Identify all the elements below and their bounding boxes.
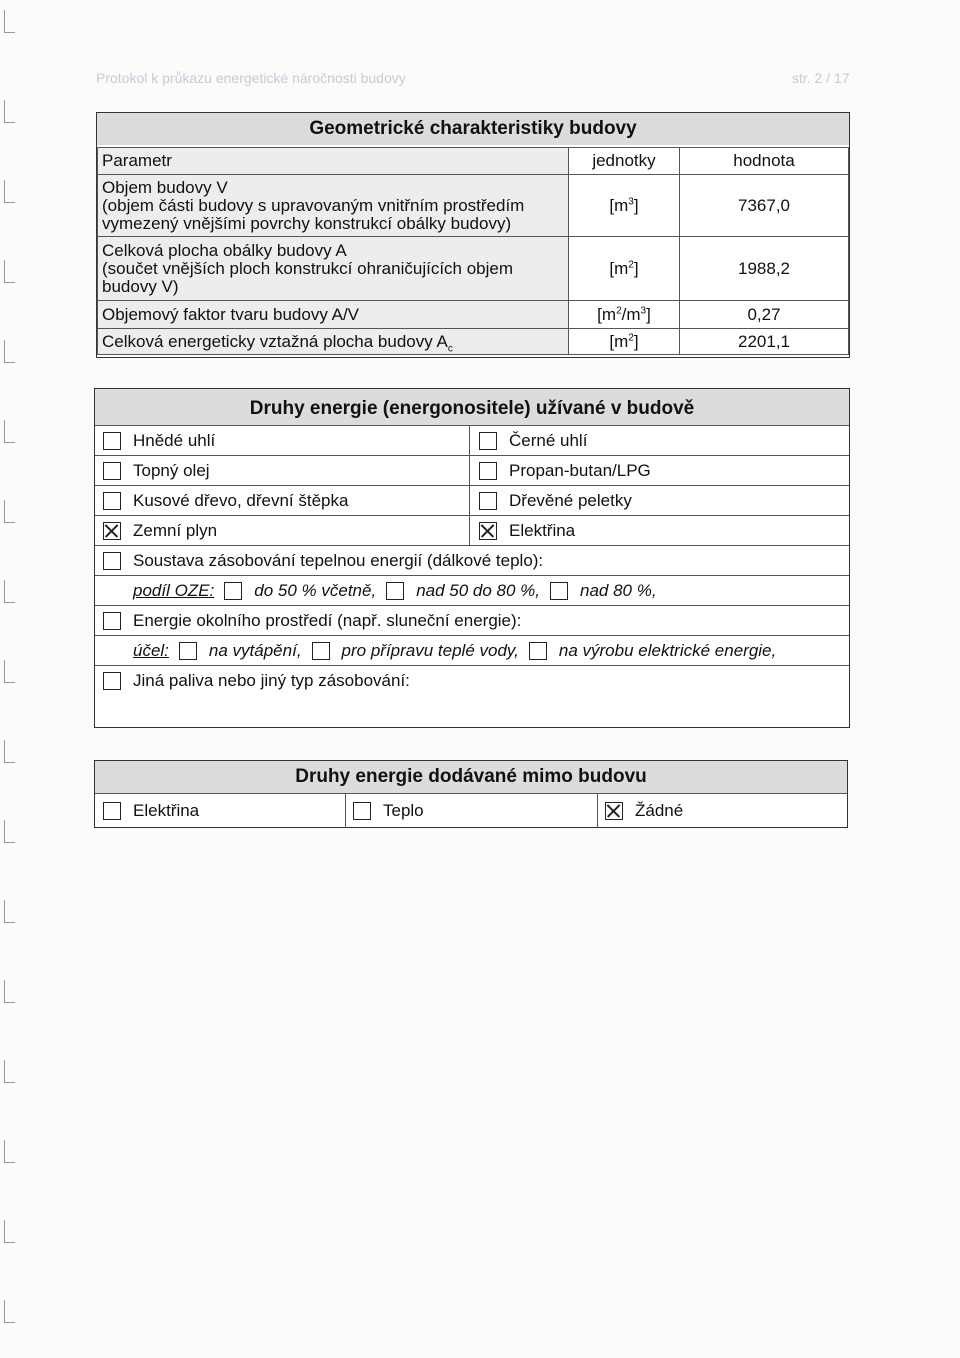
checkbox[interactable] xyxy=(312,642,330,660)
zemni-plyn-option: Zemní plyn xyxy=(103,516,217,546)
page-header-title: Protokol k průkazu energetické náročnosti budovy xyxy=(96,70,406,86)
supplied-elektrina-option: Elektřina xyxy=(103,794,199,828)
kusove-drevo-option: Kusové dřevo, dřevní štěpka xyxy=(103,486,348,516)
binder-mark xyxy=(4,180,15,203)
ambient-energy-option: Energie okolního prostředí (např. sluneční energie): xyxy=(103,606,521,636)
checkbox[interactable] xyxy=(386,582,404,600)
checkbox-checked[interactable] xyxy=(479,522,497,540)
checkbox[interactable] xyxy=(103,552,121,570)
checkbox[interactable] xyxy=(479,432,497,450)
checkbox[interactable] xyxy=(550,582,568,600)
hnede-uhli-option: Hnědé uhlí xyxy=(103,426,215,456)
purpose-options: účel: na vytápění, pro přípravu teplé vody, na výrobu elektrické energie, xyxy=(133,641,777,660)
param-note: (součet vnějších ploch konstrukcí ohraničujících objem budovy V) xyxy=(102,258,514,296)
geometry-title: Geometrické charakteristiky budovy xyxy=(97,113,849,145)
checkbox[interactable] xyxy=(529,642,547,660)
propan-butan-option: Propan-butan/LPG xyxy=(479,456,651,486)
param-cell: Celková energeticky vztažná plocha budovy $A_c$ xyxy=(98,329,569,355)
col-param-header: Parametr xyxy=(98,148,569,175)
checkbox[interactable] xyxy=(224,582,242,600)
drevene-peletky-option: Dřevěné peletky xyxy=(479,486,632,516)
energy-supplied-section xyxy=(94,760,848,828)
unit-cell: $[m^2]$ xyxy=(569,329,680,355)
table-row xyxy=(98,301,849,329)
binder-mark xyxy=(4,1140,15,1163)
binder-mark xyxy=(4,1060,15,1083)
energy-row xyxy=(95,545,849,576)
checkbox[interactable] xyxy=(479,462,497,480)
checkbox[interactable] xyxy=(103,462,121,480)
district-heat-option: Soustava zásobování tepelnou energií (dálkové teplo): xyxy=(103,546,543,576)
page-number: str. 2 / 17 xyxy=(792,70,850,86)
value-cell: 1988,2 xyxy=(680,237,849,301)
binder-mark xyxy=(4,340,15,363)
unit-cell: $[m^2]$ xyxy=(569,237,680,301)
checkbox[interactable] xyxy=(179,642,197,660)
binder-mark xyxy=(4,10,15,33)
binder-mark xyxy=(4,580,15,603)
binder-mark xyxy=(4,820,15,843)
binder-mark xyxy=(4,660,15,683)
binder-mark xyxy=(4,260,15,283)
col-units-header: jednotky xyxy=(569,148,680,175)
unit-cell: $[m^3]$ xyxy=(569,175,680,237)
checkbox[interactable] xyxy=(103,612,121,630)
energy-used-title: Druhy energie (energonositele) užívané v budově xyxy=(95,389,849,425)
table-row xyxy=(98,329,849,355)
unit-cell: $[m^2/m^3]$ xyxy=(569,301,680,329)
param-note: (objem části budovy s upravovaným vnitřním prostředím vymezený vnějšími povrchy konstrukcí obálky budovy) xyxy=(102,195,525,233)
energy-supplied-title: Druhy energie dodávané mimo budovu xyxy=(95,761,847,793)
value-cell: 2201,1 xyxy=(680,329,849,355)
energy-row xyxy=(95,635,849,666)
param-label: Celková plocha obálky budovy A xyxy=(102,240,347,260)
energy-row xyxy=(95,665,849,696)
checkbox-checked[interactable] xyxy=(605,802,623,820)
binder-mark xyxy=(4,500,15,523)
binder-mark xyxy=(4,980,15,1003)
param-label: Objem budovy V xyxy=(102,177,228,197)
energy-supplied-row xyxy=(95,793,847,828)
binder-mark xyxy=(4,740,15,763)
supplied-zadne-option: Žádné xyxy=(605,794,683,828)
geometry-section xyxy=(96,112,850,358)
energy-used-section xyxy=(94,388,850,728)
energy-row xyxy=(95,485,849,516)
checkbox[interactable] xyxy=(353,802,371,820)
table-row xyxy=(98,175,849,237)
table-row xyxy=(98,237,849,301)
binder-mark xyxy=(4,900,15,923)
checkbox[interactable] xyxy=(103,672,121,690)
checkbox-checked[interactable] xyxy=(103,522,121,540)
checkbox[interactable] xyxy=(479,492,497,510)
energy-row xyxy=(95,515,849,546)
oze-share-options: podíl OZE: do 50 % včetně, nad 50 do 80 %, nad 80 %, xyxy=(133,581,657,600)
binder-mark xyxy=(4,1300,15,1323)
value-cell: 0,27 xyxy=(680,301,849,329)
cerne-uhli-option: Černé uhlí xyxy=(479,426,587,456)
topny-olej-option: Topný olej xyxy=(103,456,210,486)
binder-mark xyxy=(4,1220,15,1243)
energy-row xyxy=(95,455,849,486)
energy-row xyxy=(95,425,849,456)
checkbox[interactable] xyxy=(103,432,121,450)
energy-row xyxy=(95,575,849,606)
param-cell xyxy=(98,237,569,301)
table-header-row xyxy=(98,148,849,175)
col-value-header: hodnota xyxy=(680,148,849,175)
param-cell xyxy=(98,175,569,237)
elektrina-option: Elektřina xyxy=(479,516,575,546)
binder-mark xyxy=(4,420,15,443)
geometry-table xyxy=(97,147,849,355)
other-fuel-option: Jiná paliva nebo jiný typ zásobování: xyxy=(103,666,410,696)
checkbox[interactable] xyxy=(103,492,121,510)
checkbox[interactable] xyxy=(103,802,121,820)
value-cell: 7367,0 xyxy=(680,175,849,237)
param-label: Objemový faktor tvaru budovy A/V xyxy=(98,301,569,329)
energy-row xyxy=(95,605,849,636)
binder-mark xyxy=(4,100,15,123)
supplied-teplo-option: Teplo xyxy=(353,794,424,828)
